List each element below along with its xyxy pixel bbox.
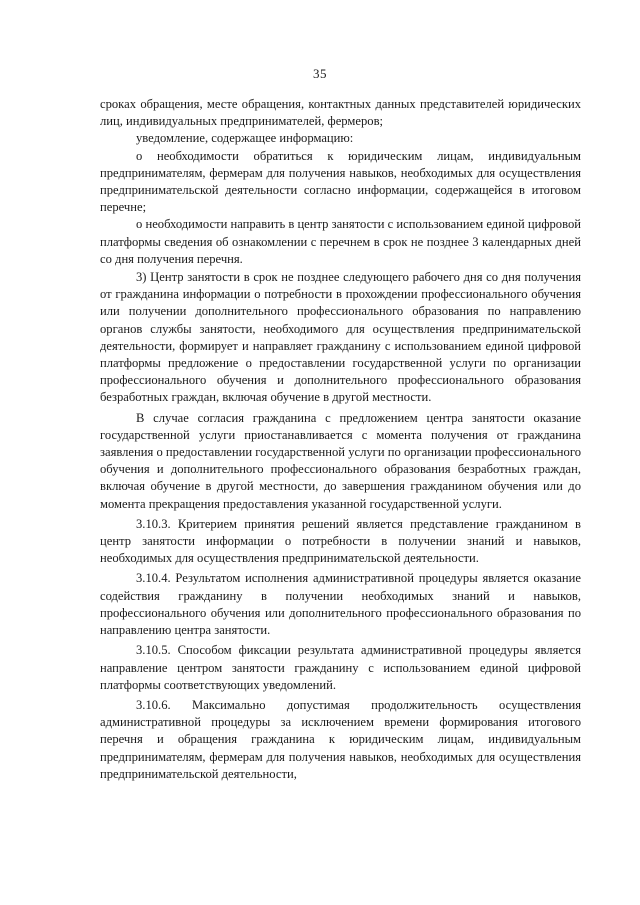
paragraph-3-10-6: 3.10.6. Максимально допустимая продолжительность осуществления административной процедуры за исключением времени формирования итогового перечня и обращения гражданина к юридическим лицам, индивидуальным предпринимателям, фермерам для получения навыков, необходимых для осуществления предпринимательской деятельности, — [100, 697, 581, 781]
paragraph-3-10-5: 3.10.5. Способом фиксации результата административной процедуры является направление центром занятости гражданину с использованием единой цифровой платформы соответствующих уведомлений. — [100, 643, 581, 692]
paragraph-consent-case: В случае согласия гражданина с предложением центра занятости оказание государственной услуги приостанавливается с момента получения от гражданина заявления о предоставлении государственной услуги по организации профессионального обучения и дополнительного профессионального образования безработных граждан, включая обучение в другой местности, до завершения гражданином обучения или до момента прекращения предоставления указанной государственной услуги. — [100, 410, 581, 511]
paragraph-notification: уведомление, содержащее информацию: — [136, 131, 354, 146]
paragraph-continuation: сроках обращения, месте обращения, контактных данных представителей юридических лиц, индивидуальных предпринимателей, фермеров; — [100, 97, 581, 129]
paragraph-need-to-contact: о необходимости обратиться к юридическим лицам, индивидуальным предпринимателям, фермерам для получения навыков, необходимых для осуществления предпринимательской деятельности согласно информации, содержащейся в итоговом перечне; — [100, 148, 581, 215]
document-body — [100, 96, 581, 783]
paragraph-3-10-4: 3.10.4. Результатом исполнения административной процедуры является оказание содействия гражданину в получении необходимых знаний и навыков, профессионального обучения или дополнительного профессионального образования по направлению центра занятости. — [100, 571, 581, 638]
paragraph-item-3: 3) Центр занятости в срок не позднее следующего рабочего дня со дня получения от гражданина информации о потребности в прохождении профессионального обучения или получении дополнительного профессионального образования по направлению органов службы занятости, необходимого для осуществления предпринимательской деятельности, формирует и направляет гражданину с использованием единой цифровой платформы предложение о предоставлении государственной услуги по организации профессионального обучения и дополнительного профессионального образования безработных граждан, включая обучение в другой местности. — [100, 270, 581, 405]
paragraph-need-to-send: о необходимости направить в центр занятости с использованием единой цифровой платформы сведения об ознакомлении с перечнем в срок не позднее 3 календарных дней со дня получения перечня. — [100, 217, 581, 266]
page-number: 35 — [313, 66, 327, 81]
paragraph-3-10-3: 3.10.3. Критерием принятия решений является представление гражданином в центр занятости информации о потребности в получении знаний и навыков, необходимых для осуществления предпринимательской деятельности. — [100, 516, 581, 566]
